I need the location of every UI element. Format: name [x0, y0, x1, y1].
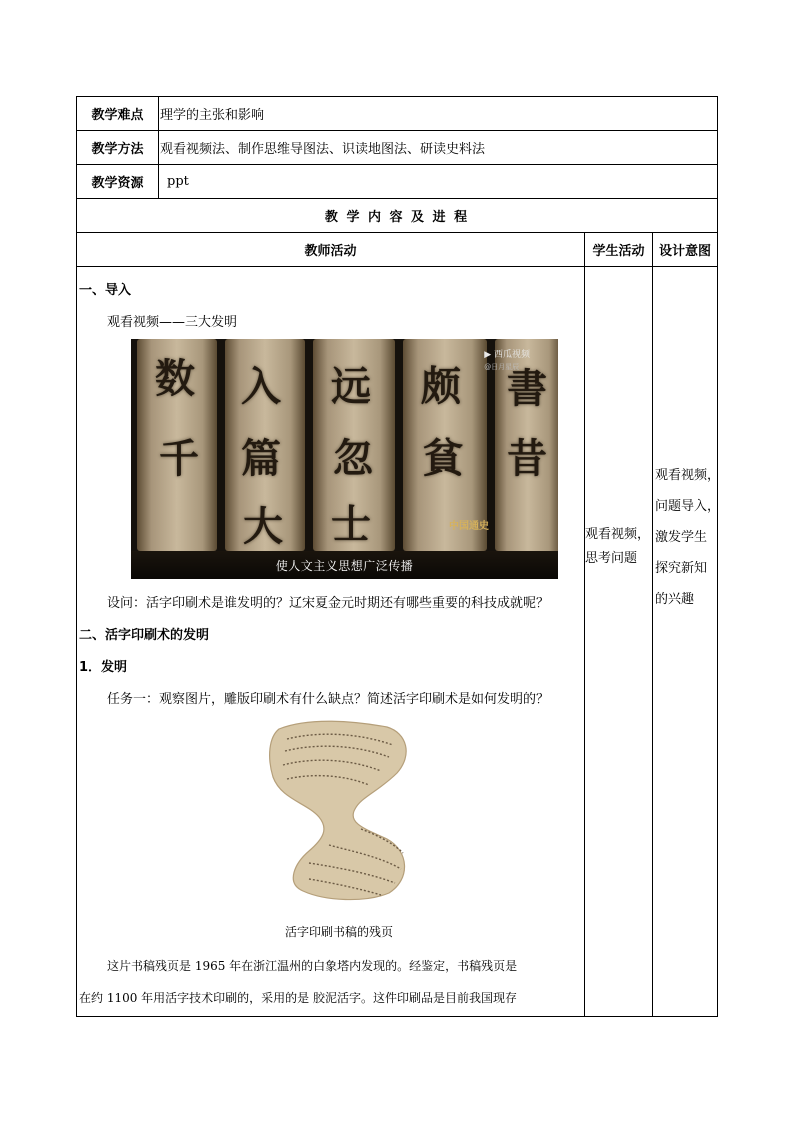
video-glyph: 千 — [159, 435, 199, 482]
section-header: 教 学 内 容 及 进 程 — [324, 210, 470, 225]
label-column-divider — [158, 97, 159, 198]
video-glyph: 数 — [155, 355, 195, 402]
video-glyph: 颇 — [421, 363, 461, 410]
video-glyph: 貧 — [423, 435, 463, 482]
watch-video-text: 观看视频——三大发明 — [107, 315, 238, 330]
intent-column-header: 设计意图 — [658, 244, 711, 259]
heading-invention: 二、活字印刷术的发明 — [79, 628, 210, 643]
difficulty-value: 理学的主张和影响 — [160, 108, 265, 123]
video-watermark: ▶ 西瓜视频 @日月星辰 — [484, 350, 530, 371]
student-activity — [585, 523, 650, 571]
watermark-title: 西瓜视频 — [493, 350, 530, 360]
design-intent-line: 的兴趣 — [655, 592, 695, 607]
video-glyph: 篇 — [241, 435, 281, 482]
heading-invent-sub: 1．发明 — [79, 660, 128, 675]
video-subtitle: 使人文主义思想广泛传播 — [275, 559, 414, 573]
lesson-plan-table — [76, 96, 721, 1017]
intent-column-divider — [652, 232, 653, 1016]
video-glyph: 忽 — [333, 435, 373, 482]
student-activity-line: 思考问题 — [585, 551, 638, 566]
student-column-divider — [584, 232, 585, 1016]
design-intent-line: 问题导入， — [655, 499, 721, 514]
student-activity-line: 观看视频， — [585, 527, 651, 542]
method-value: 观看视频法、制作思维导图法、识读地图法、研读史料法 — [160, 142, 486, 157]
difficulty-label: 教学难点 — [91, 108, 144, 123]
video-glyph: 書 — [507, 365, 547, 412]
video-screenshot — [131, 339, 558, 579]
resource-label: 教学资源 — [91, 176, 144, 191]
video-glyph: 大 — [243, 503, 283, 550]
video-glyph: 远 — [331, 363, 371, 410]
row-divider — [77, 266, 717, 267]
video-glyph: 士 — [331, 501, 371, 548]
manuscript-fragment-image — [269, 717, 419, 903]
description-line-2: 在约 1100 年用活字技术印刷的，采用的是 胶泥活字。这件印刷品是目前我国现存 — [79, 991, 517, 1005]
design-intent-line: 激发学生 — [655, 530, 708, 545]
fragment-caption: 活字印刷书稿的残页 — [285, 925, 394, 939]
heading-introduction: 一、导入 — [79, 283, 132, 298]
design-intent-line: 探究新知 — [655, 561, 708, 576]
video-glyph: 昔 — [507, 435, 547, 482]
student-column-header: 学生活动 — [592, 244, 645, 259]
teacher-column-header: 教师活动 — [304, 244, 357, 259]
channel-logo: 中国通史 — [449, 521, 489, 532]
question-text: 设问：活字印刷术是谁发明的？辽宋夏金元时期还有哪些重要的科技成就呢？ — [107, 596, 550, 611]
resource-value: ppt — [167, 174, 189, 189]
watermark-sub: @日月星辰 — [484, 363, 520, 371]
design-intent — [655, 460, 720, 615]
method-label: 教学方法 — [91, 142, 144, 157]
design-intent-line: 观看视频， — [655, 468, 721, 483]
task-one-text: 任务一：观察图片，雕版印刷术有什么缺点？简述活字印刷术是如何发明的？ — [107, 692, 550, 707]
video-glyph: 入 — [241, 363, 281, 410]
description-line-1: 这片书稿残页是 1965 年在浙江温州的白象塔内发现的。经鉴定，书稿残页是 — [107, 959, 518, 973]
